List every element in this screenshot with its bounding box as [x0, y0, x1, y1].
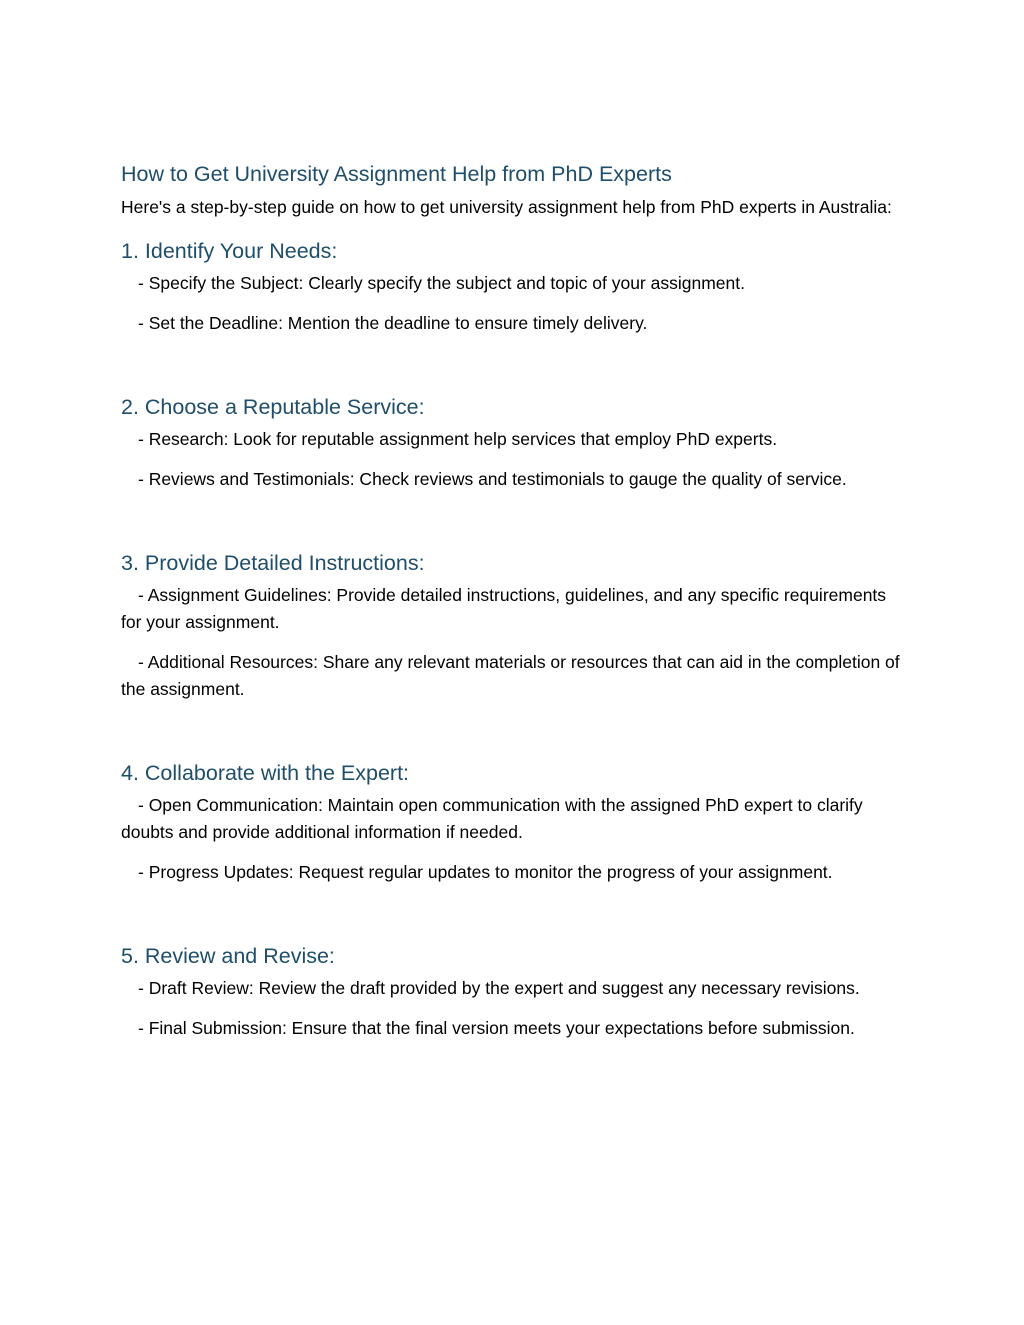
document-title: How to Get University Assignment Help from PhD Experts	[121, 162, 672, 186]
section-detailed-instructions	[121, 547, 901, 703]
section-point: - Additional Resources: Share any relevant materials or resources that can aid in the completion of the assignment.	[121, 652, 900, 699]
section-heading: 5. Review and Revise:	[121, 944, 335, 968]
section-point: - Reviews and Testimonials: Check reviews and testimonials to gauge the quality of service.	[138, 469, 847, 489]
section-heading: 3. Provide Detailed Instructions:	[121, 551, 425, 575]
section-point: - Final Submission: Ensure that the final version meets your expectations before submission.	[138, 1018, 855, 1038]
section-point: - Open Communication: Maintain open communication with the assigned PhD expert to clarify doubts and provide additional information if needed.	[121, 795, 863, 842]
section-review-revise	[121, 940, 901, 1042]
section-point: - Research: Look for reputable assignment help services that employ PhD experts.	[138, 429, 778, 449]
document-page	[121, 158, 901, 1042]
section-identify-needs	[121, 235, 901, 337]
section-point: - Specify the Subject: Clearly specify the subject and topic of your assignment.	[138, 273, 745, 293]
section-collaborate-expert	[121, 757, 901, 886]
section-heading: 1. Identify Your Needs:	[121, 239, 338, 263]
section-point: - Assignment Guidelines: Provide detailed instructions, guidelines, and any specific requirements for your assignment.	[121, 585, 887, 632]
section-heading: 2. Choose a Reputable Service:	[121, 395, 425, 419]
section-point: - Progress Updates: Request regular updates to monitor the progress of your assignment.	[138, 862, 833, 882]
section-point: - Draft Review: Review the draft provided by the expert and suggest any necessary revisions.	[138, 978, 860, 998]
section-point: - Set the Deadline: Mention the deadline to ensure timely delivery.	[138, 313, 648, 333]
section-choose-service	[121, 391, 901, 493]
section-heading: 4. Collaborate with the Expert:	[121, 761, 410, 785]
intro-paragraph: Here's a step-by-step guide on how to get university assignment help from PhD experts in Australia:	[121, 197, 892, 217]
